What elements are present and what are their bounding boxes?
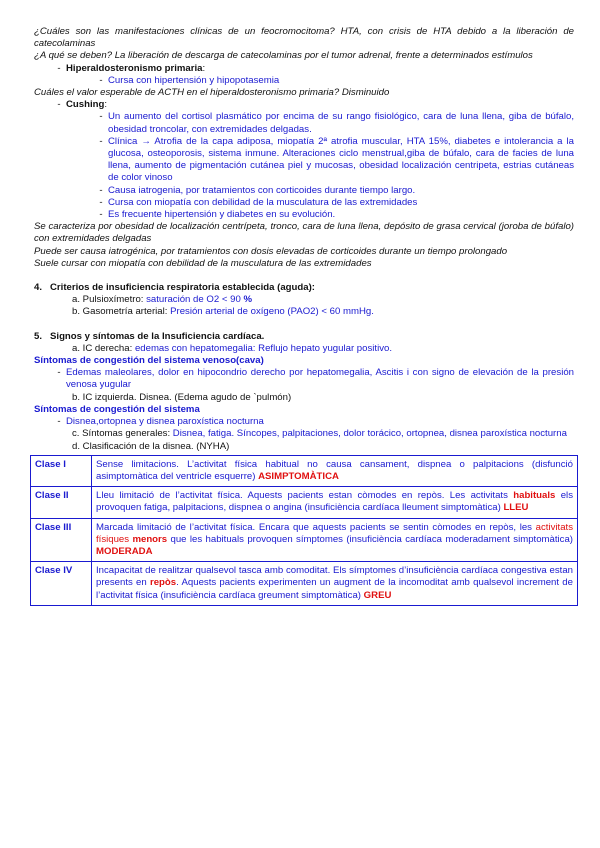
class-cell: Clase IV: [31, 562, 92, 606]
description-cell: Sense limitacions. L’activitat física habitual no causa cansament, dispnea o palpitacions (disfunció asimptomàtica del ventricle esquerre) ASIMPTOMÀTICA: [92, 455, 578, 486]
table-row: [31, 518, 578, 562]
cushing-item: - Causa iatrogenia, por tratamientos con corticoides durante tiempo largo.: [99, 184, 416, 196]
cushing-item: - Cursa con miopatía con debilidad de la musculatura de las extremidades: [99, 196, 418, 208]
s5-item-d: d. Clasificación de la disnea. (NYHA): [72, 440, 230, 452]
description-cell: Marcada limitació de l’activitat física. Encara que aquests pacients se sentin còmodes en repòs, les activitats físiques menors que les habituals provoquen símptomes (insuficiència cardíaca moderadament simptomàtica) MODERADA: [92, 518, 578, 562]
class-cell: Clase III: [31, 518, 92, 562]
cushing-item: - Es frecuente hipertensión y diabetes en su evolución.: [99, 209, 336, 221]
cushing-note: Se caracteriza por obesidad de localización centrípeta, tronco, cara de luna llena, depósito de grasa cervical (joroba de búfalo) con extremidades delgadas: [34, 221, 574, 245]
venoso-heading: Síntomas de congestión del sistema venoso(cava): [34, 355, 264, 367]
document-page: [34, 26, 574, 606]
table-row: [31, 455, 578, 486]
s5-item-a: a. IC derecha: edemas con hepatomegalia: Reflujo hepato yugular positivo.: [72, 342, 393, 354]
sistema-heading: Síntomas de congestión del sistema: [34, 403, 200, 415]
s4-item-b: b. Gasometría arterial: Presión arterial de oxígeno (PAO2) < 60 mmHg.: [72, 306, 374, 318]
hiper-heading: - Hiperaldosteronismo primaria :: [57, 62, 206, 74]
cushing-note: Puede ser causa iatrogénica, por tratamientos con dosis elevadas de corticoides durante un tiempo prolongado: [34, 245, 508, 257]
description-cell: Lleu limitació de l’activitat física. Aquests pacients estan còmodes en repòs. Les activitats habituals els provoquen fatiga, palpitacions, dispnea o angina (insuficiència cardíaca lleument simptomàtica) LLEU: [92, 487, 578, 518]
table-row: [31, 562, 578, 606]
nyha-table: [30, 455, 578, 606]
section-4-heading: 4. Criterios de insuficiencia respiratoria establecida (aguda):: [34, 282, 315, 294]
s5-item-b: b. IC izquierda. Disnea. (Edema agudo de `pulmón): [72, 391, 292, 403]
class-cell: Clase I: [31, 455, 92, 486]
cushing-item: - Clínica → Atrofia de la capa adiposa, miopatía 2ª atrofia muscular, HTA 15%, diabetes e intolerancia a la glucosa, osteoporosis, sistema inmune. Alteraciones ciclo menstrual,giba de búfalo, cara de facies de luna llena, aumento de pigmentación cutánea piel y mucosas, obesidad localización centripeta, estrias cutáneas de color vinoso: [99, 135, 574, 184]
cushing-note: Suele cursar con miopatía con debilidad de la musculatura de las extremidades: [34, 257, 372, 269]
acth-question: Cuáles el valor esperable de ACTH en el hiperaldosteronismo primaria? Disminuido: [34, 87, 390, 99]
venoso-item: - Edemas maleolares, dolor en hipocondrio derecho por hepatomegalia, Ascitis i con signo de elevación de la presión venosa yugular: [57, 367, 574, 391]
feocromocitoma-question: ¿Cuáles son las manifestaciones clínicas de un feocromocitoma? HTA, con crisis de HTA debido a la liberación de catecolaminas: [34, 26, 574, 50]
table-row: [31, 487, 578, 518]
sistema-item: - Disnea,ortopnea y disnea paroxística nocturna: [57, 416, 264, 428]
feocromocitoma-cause: ¿A qué se deben? La liberación de descarga de catecolaminas por el tumor adrenal, frente a determinados estímulos: [34, 50, 533, 62]
s5-item-c: c. Síntomas generales: Disnea, fatiga. Síncopes, palpitaciones, dolor torácico, ortopnea, disnea paroxística nocturna: [72, 428, 567, 440]
s4-item-a: a. Pulsioxímetro: saturación de O2 < 90 %: [72, 294, 252, 306]
section-5-heading: 5. Signos y síntomas de la Insuficiencia cardíaca.: [34, 330, 265, 342]
cushing-heading: - Cushing :: [57, 99, 108, 111]
cushing-item: - Un aumento del cortisol plasmático por encima de su rango fisiológico, cara de luna llena, giba de búfalo, obesidad troncolar, con extremidades delgadas.: [99, 111, 574, 135]
hiper-item: - Cursa con hipertensión y hipopotasemia: [99, 74, 280, 86]
description-cell: Incapacitat de realitzar qualsevol tasca amb comoditat. Els símptomes d’insuficiència cardíaca congestiva estan presents en repòs. Aquests pacients experimenten un augment de la incomoditat amb qualsevol increment de l’activitat física (insuficiència cardíaca greument simptomàtica) GREU: [92, 562, 578, 606]
class-cell: Clase II: [31, 487, 92, 518]
